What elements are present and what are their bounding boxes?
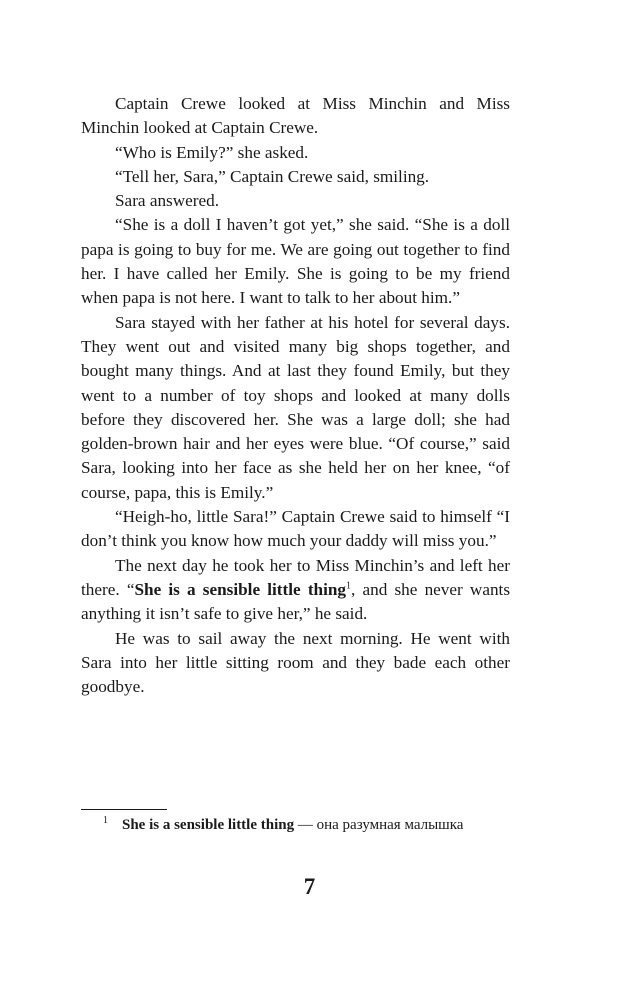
footnote-marker: 1: [103, 815, 108, 826]
footnote-reference: 1: [346, 580, 352, 592]
paragraph-3: “Tell her, Sara,” Captain Crewe said, smiling.: [115, 166, 430, 186]
paragraph-8-before: The next day he took her to Miss Minchin’s and left her there. “: [81, 555, 510, 599]
paragraph-6: Sara stayed with her father at his hotel for several days. They went out and visited many big shops together, and bought many things. And at last they found Emily, but they went to a number of toy shops and looked at many dolls before they discovered her. She was a large doll; she had golden-brown hair and her eyes were blue. “Of course,” said Sara, looking into her face as she held her on her knee, “of course, papa, this is Emily.”: [81, 312, 510, 502]
footnote-translation: — она разумная малышка: [294, 817, 464, 833]
paragraph-9: He was to sail away the next morning. He went with Sara into her little sitting room and they bade each other goodbye.: [81, 628, 510, 697]
page-number: 7: [303, 874, 316, 899]
paragraph-5: “She is a doll I haven’t got yet,” she said. “She is a doll papa is going to buy for me. We are going out together to find her. I have called her Emily. She is going to be my friend when papa is not here. I want to talk to her about him.”: [81, 215, 510, 308]
glossed-phrase: She is a sensible little thing: [134, 579, 347, 599]
paragraph-2: “Who is Emily?” she asked.: [115, 142, 309, 162]
paragraph-8: [81, 554, 510, 627]
paragraph-4: Sara answered.: [115, 191, 220, 211]
footnote-divider: [81, 809, 167, 810]
paragraph-1: Captain Crewe looked at Miss Minchin and Miss Minchin looked at Captain Crewe.: [81, 94, 510, 138]
footnote: [81, 814, 510, 836]
book-page-body: [81, 92, 510, 699]
paragraph-8-after: , and she never wants anything it isn’t safe to give her,” he said.: [81, 579, 511, 624]
footnote-term: She is a sensible little thing: [122, 817, 295, 833]
paragraph-7: “Heigh-ho, little Sara!” Captain Crewe said to himself “I don’t think you know how much your daddy will miss you.”: [81, 507, 510, 551]
